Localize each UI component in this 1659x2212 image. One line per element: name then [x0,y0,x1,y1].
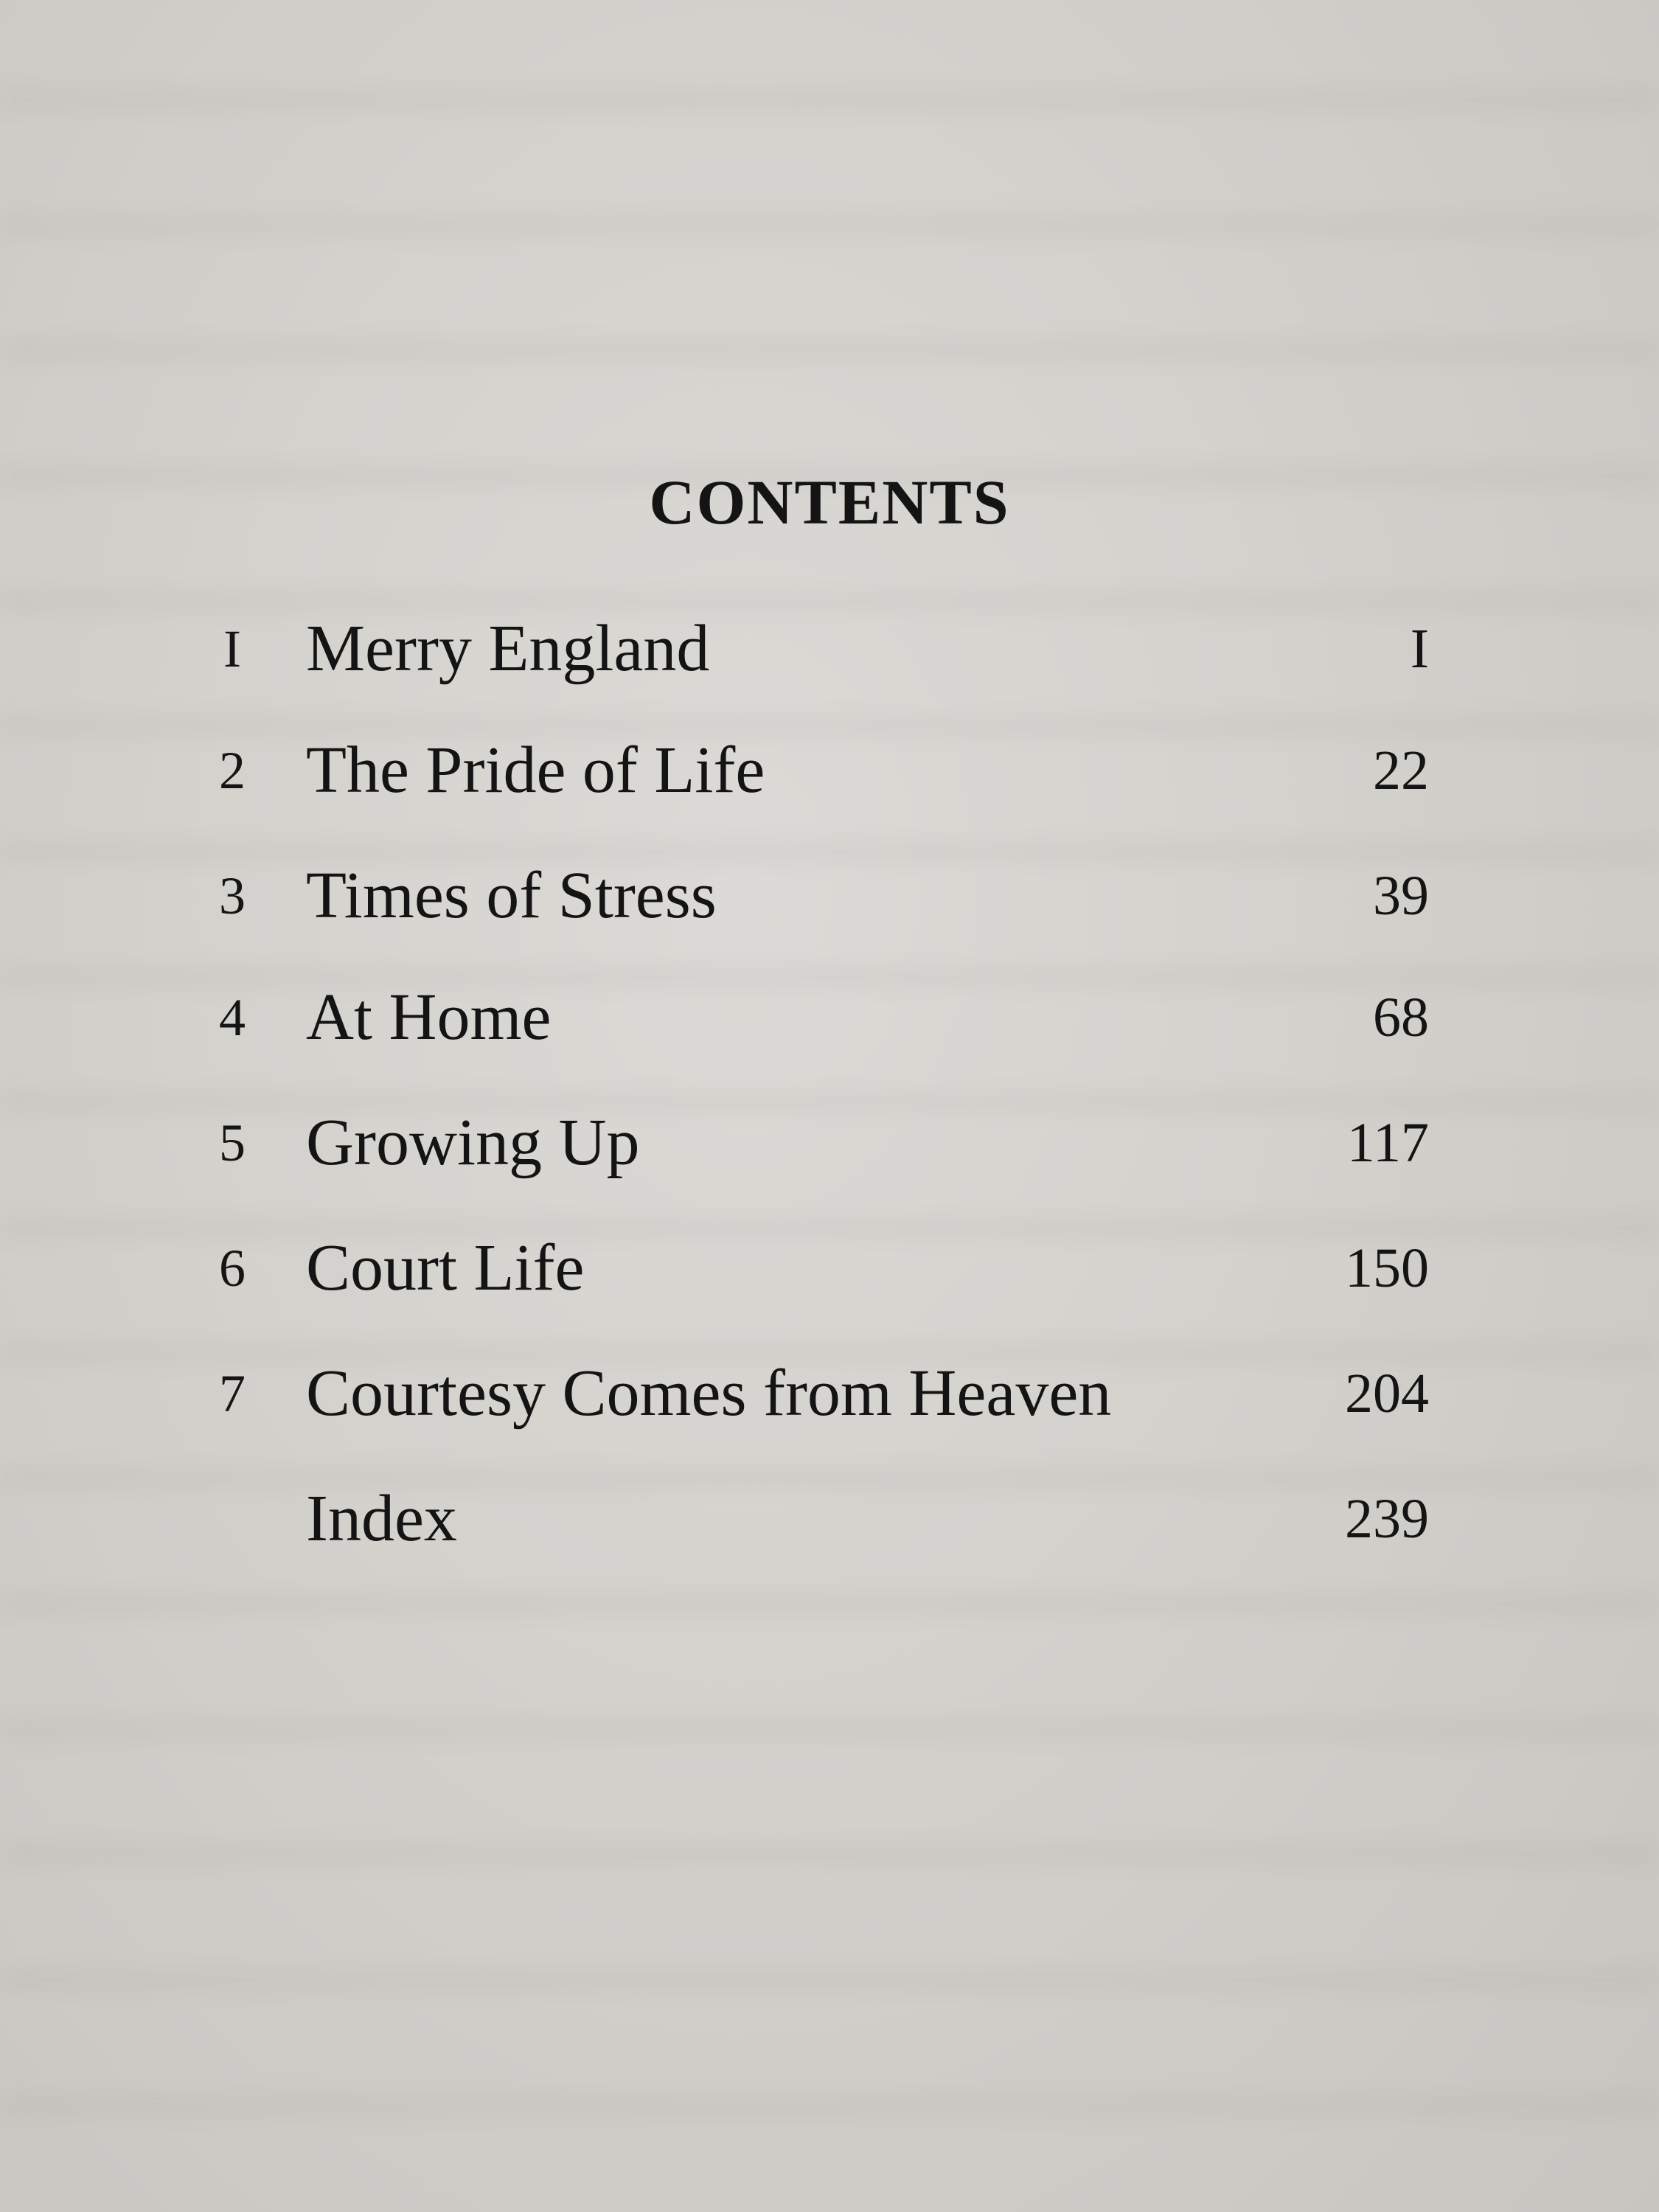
toc-entry [0,973,1659,1062]
page-number: 150 [1345,1237,1429,1299]
chapter-number: 4 [219,988,246,1047]
toc-entry [0,1099,1659,1187]
toc-entry [0,726,1659,815]
toc-entry [0,1475,1659,1563]
page-number: 39 [1373,865,1429,927]
page-number: I [1410,618,1429,680]
chapter-title: Merry England [306,612,710,685]
chapter-number: 6 [219,1239,246,1298]
chapter-number: 7 [219,1364,246,1423]
chapter-title: The Pride of Life [306,734,765,807]
page-title: CONTENTS [649,466,1010,538]
page-number: 117 [1346,1112,1429,1174]
chapter-number: 3 [219,866,246,925]
chapter-number: 5 [219,1113,246,1172]
chapter-title: Growing Up [306,1106,640,1179]
chapter-number: I [223,619,241,678]
chapter-title: Courtesy Comes from Heaven [306,1357,1112,1430]
chapter-number: 2 [219,741,246,800]
page-number: 68 [1373,987,1429,1048]
chapter-title: Index [306,1482,457,1555]
page-number: 239 [1345,1488,1429,1550]
toc-entry [0,852,1659,940]
chapter-title: At Home [306,981,552,1054]
page-number: 204 [1345,1363,1429,1425]
chapter-title: Times of Stress [306,859,717,932]
chapter-title: Court Life [306,1231,585,1304]
page-number: 22 [1373,740,1429,801]
toc-entry [0,605,1659,693]
toc-entry [0,1224,1659,1312]
toc-entry [0,1349,1659,1438]
